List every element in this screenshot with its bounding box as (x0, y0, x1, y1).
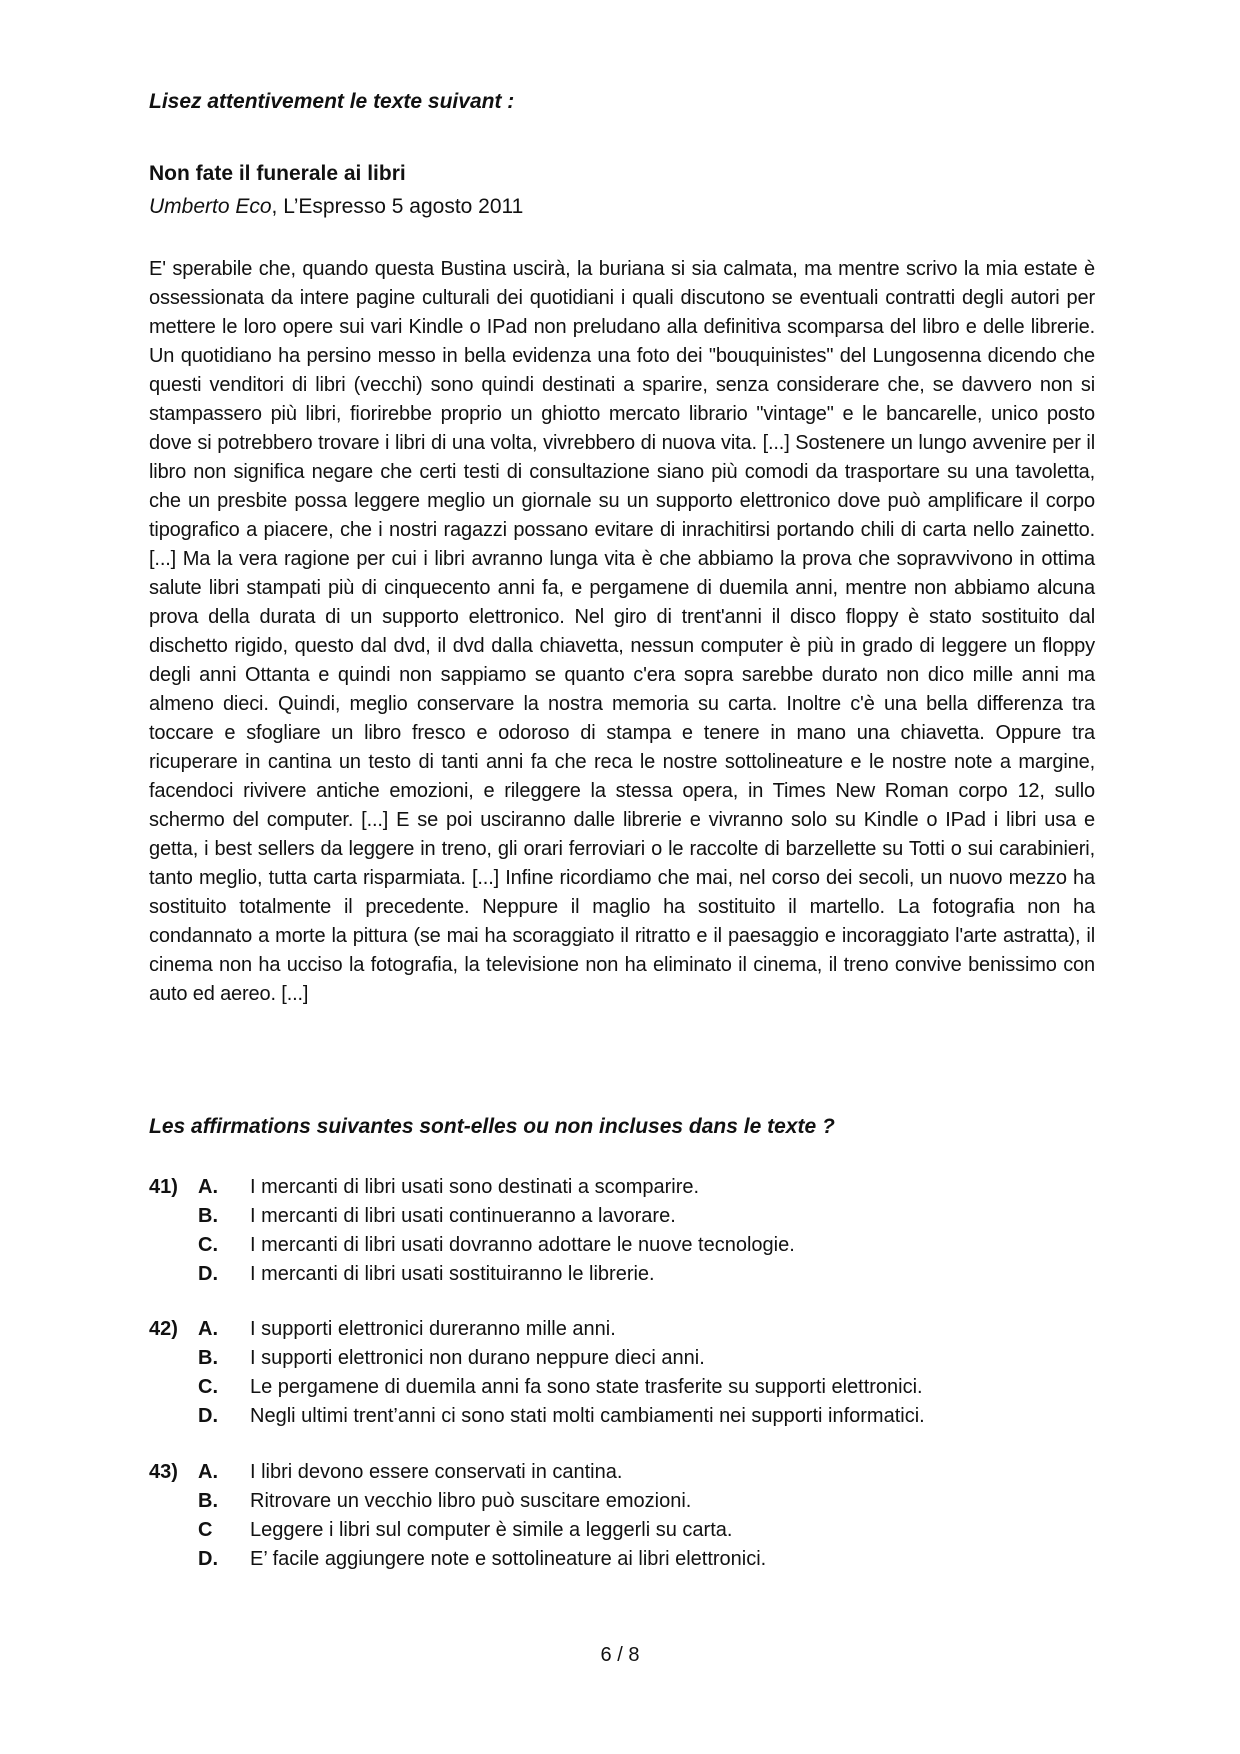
article-body: E' sperabile che, quando questa Bustina uscirà, la buriana si sia calmata, ma mentre scrivo la mia estate è ossessionata da intere pagine culturali dei quotidiani i quali discutono se eventuali contratti degli autori per mettere le loro opere sui vari Kindle o IPad non preludano alla definitiva scomparsa del libro e delle librerie. Un quotidiano ha persino messo in bella evidenza una foto dei "bouquinistes" del Lungosenna dicendo che questi venditori di libri (vecchi) sono quindi destinati a sparire, senza considerare che, se davvero non si stampassero più libri, fiorirebbe proprio un ghiotto mercato librario "vintage" e le bancarelle, unico posto dove si potrebbero trovare i libri di una volta, vivrebbero di nuova vita. [...] Sostenere un lungo avvenire per il libro non significa negare che certi testi di consultazione siano più comodi da trasportare su una tavoletta, che un presbite possa leggere meglio un giornale su un supporto elettronico dove può amplificare il corpo tipografico a piacere, che i nostri ragazzi possano evitare di inrachitirsi portando chili di carta nello zainetto. [...] Ma la vera ragione per cui i libri avranno lunga vita è che abbiamo la prova che sopravvivono in ottima salute libri stampati più di cinquecento anni fa, e pergamene di duemila anni, mentre non abbiamo alcuna prova della durata di un supporto elettronico. Nel giro di trent'anni il disco floppy è stato sostituito dal dischetto rigido, questo dal dvd, il dvd dalla chiavetta, nessun computer è più in grado di leggere un floppy degli anni Ottanta e quindi non sappiamo se quanto c'era sopra sarebbe durato non dico mille anni ma almeno dieci. Quindi, meglio conservare la nostra memoria su carta. Inoltre c'è una bella differenza tra toccare e sfogliare un libro fresco e odoroso di stampa e tenere in mano una chiavetta. Oppure tra ricuperare in cantina un testo di tanti anni fa che reca le nostre sottolineature e le nostre note a margine, facendoci rivivere antiche emozioni, e rileggere la stessa opera, in Times New Roman corpo 12, sullo schermo del computer. [...] E se poi usciranno dalle librerie e vivranno solo su Kindle o IPad i libri usa e getta, i best sellers da leggere in treno, gli orari ferroviari o le raccolte di barzellette su Totti o sui carabinieri, tanto meglio, tutta carta risparmiata. [...] Infine ricordiamo che mai, nel corso dei secoli, un nuovo mezzo ha sostituito totalmente il precedente. Neppure il maglio ha sostituito il martello. La fotografia non ha condannato a morte la pittura (se mai ha scoraggiato il ritratto e il paesaggio e incoraggiato l'arte astratta), il cinema non ha ucciso la fotografia, la televisione non ha eliminato il cinema, il treno convive benissimo con auto ed aereo. [...] (149, 258, 1095, 1005)
option-letter: B. (198, 1490, 218, 1512)
article-author: Umberto Eco (149, 195, 272, 218)
question-number: 43) (149, 1461, 178, 1483)
option-letter: B. (198, 1205, 218, 1227)
option-text: Le pergamene di duemila anni fa sono state trasferite su supporti elettronici. (250, 1376, 923, 1398)
option-text: I mercanti di libri usati dovranno adottare le nuove tecnologie. (250, 1234, 795, 1256)
option-letter: A. (198, 1176, 218, 1198)
option-letter: B. (198, 1347, 218, 1369)
answer-option (149, 1231, 1109, 1260)
answer-option (149, 1373, 1109, 1402)
answer-option (149, 1487, 1109, 1516)
option-text: Leggere i libri sul computer è simile a leggerli su carta. (250, 1519, 733, 1541)
article-title: Non fate il funerale ai libri (149, 162, 406, 185)
option-text: Negli ultimi trent’anni ci sono stati molti cambiamenti nei supporti informatici. (250, 1405, 925, 1427)
page-number: 6 / 8 (600, 1644, 640, 1666)
answer-option (149, 1315, 1109, 1344)
answer-option (149, 1260, 1109, 1289)
article-byline (149, 195, 523, 219)
option-text: I mercanti di libri usati sono destinati a scomparire. (250, 1176, 700, 1198)
question-41 (149, 1173, 1109, 1289)
reading-instruction: Lisez attentivement le texte suivant : (149, 90, 515, 113)
option-text: E’ facile aggiungere note e sottolineature ai libri elettronici. (250, 1548, 767, 1570)
answer-option (149, 1202, 1109, 1231)
answer-option (149, 1344, 1109, 1373)
option-letter: C. (198, 1376, 218, 1398)
option-text: I supporti elettronici non durano neppure dieci anni. (250, 1347, 705, 1369)
option-text: I mercanti di libri usati continueranno a lavorare. (250, 1205, 676, 1227)
option-text: I mercanti di libri usati sostituiranno le librerie. (250, 1263, 655, 1285)
option-text: Ritrovare un vecchio libro può suscitare emozioni. (250, 1490, 692, 1512)
answer-option (149, 1173, 1109, 1202)
question-42 (149, 1315, 1109, 1431)
option-letter: A. (198, 1318, 218, 1340)
option-letter: C. (198, 1234, 218, 1256)
article-source: , L’Espresso 5 agosto 2011 (271, 195, 524, 218)
question-number: 41) (149, 1176, 178, 1198)
question-prompt: Les affirmations suivantes sont-elles ou non incluses dans le texte ? (149, 1115, 835, 1138)
option-text: I supporti elettronici dureranno mille anni. (250, 1318, 616, 1340)
question-number: 42) (149, 1318, 178, 1340)
option-letter: A. (198, 1461, 218, 1483)
answer-option (149, 1516, 1109, 1545)
option-text: I libri devono essere conservati in cantina. (250, 1461, 623, 1483)
option-letter: C (198, 1519, 213, 1541)
option-letter: D. (198, 1548, 218, 1570)
answer-option (149, 1545, 1109, 1574)
question-43 (149, 1458, 1109, 1574)
option-letter: D. (198, 1405, 218, 1427)
answer-option (149, 1458, 1109, 1487)
option-letter: D. (198, 1263, 218, 1285)
answer-option (149, 1402, 1109, 1431)
